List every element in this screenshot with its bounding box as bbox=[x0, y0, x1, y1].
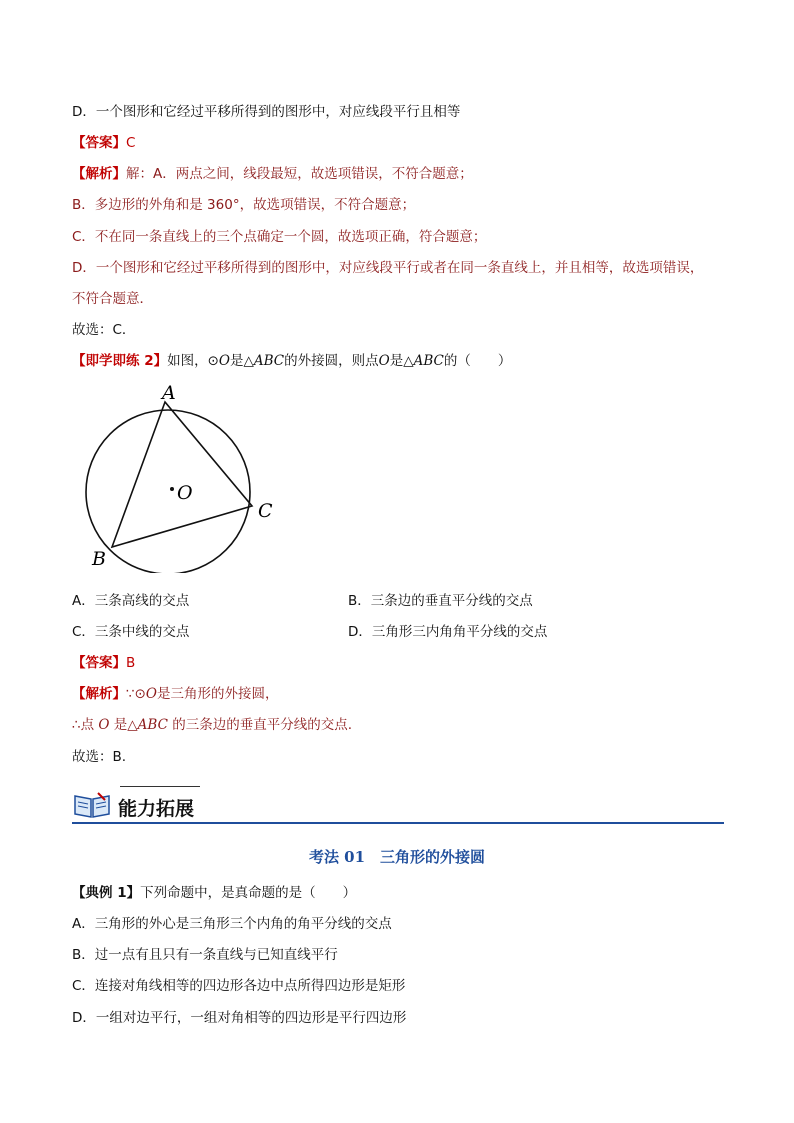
q2-stem bbox=[72, 352, 511, 370]
analysis-text: ∵⊙ bbox=[126, 686, 146, 702]
analysis-text: 是△ bbox=[109, 717, 138, 733]
vertex-label-c: C bbox=[258, 500, 273, 522]
q1-analysis-line-4: D．一个图形和它经过平移所得到的图形中，对应线段平行或者在同一条直线上，并且相等，故选项错误， bbox=[72, 260, 704, 276]
stem-text: 是△ bbox=[229, 353, 254, 369]
analysis-var-o: O bbox=[98, 717, 110, 733]
q1-choice: 故选：C． bbox=[72, 322, 136, 338]
answer-value: C bbox=[126, 135, 136, 151]
q1-analysis-line-5: 不符合题意． bbox=[72, 291, 153, 307]
circumcircle-figure bbox=[82, 378, 282, 573]
analysis-var-abc: ABC bbox=[137, 717, 168, 733]
center-label-o: O bbox=[177, 482, 193, 504]
section-banner bbox=[72, 786, 724, 824]
example-tag: 【典例 1】 bbox=[72, 885, 141, 901]
q2-option-b: B．三条边的垂直平分线的交点 bbox=[348, 593, 533, 609]
center-point bbox=[170, 487, 174, 491]
q1-analysis-line-3: C．不在同一条直线上的三个点确定一个圆，故选项正确，符合题意； bbox=[72, 229, 487, 245]
q2-option-d: D．三角形三内角角平分线的交点 bbox=[348, 624, 548, 640]
banner-top-line bbox=[120, 786, 200, 787]
q2-option-c: C．三条中线的交点 bbox=[72, 624, 190, 640]
example1-option-a: A．三角形的外心是三角形三个内角的角平分线的交点 bbox=[72, 916, 392, 932]
practice-tag: 【即学即练 2】 bbox=[72, 353, 168, 369]
analysis-tag: 【解析】 bbox=[72, 166, 126, 182]
triangle-abc bbox=[112, 402, 252, 547]
answer-tag: 【答案】 bbox=[72, 655, 126, 671]
q1-analysis-line-1 bbox=[72, 165, 473, 183]
q1-analysis-line-2: B．多边形的外角和是 360°，故选项错误，不符合题意； bbox=[72, 197, 416, 213]
example1-option-c: C．连接对角线相等的四边形各边中点所得四边形是矩形 bbox=[72, 978, 406, 994]
analysis-text: 的三条边的垂直平分线的交点. bbox=[167, 717, 352, 733]
stem-text: 的外接圆，则点 bbox=[284, 353, 379, 369]
answer-tag: 【答案】 bbox=[72, 135, 126, 151]
section-title: 能力拓展 bbox=[118, 798, 195, 820]
answer-value: B bbox=[126, 655, 136, 671]
stem-var-o: O bbox=[218, 353, 230, 369]
circle-triangle-diagram bbox=[82, 378, 282, 573]
example-stem-text: 下列命题中，是真命题的是（ ） bbox=[140, 885, 357, 901]
analysis-text: 解：A．两点之间，线段最短，故选项错误，不符合题意； bbox=[126, 166, 473, 182]
analysis-var-o: O bbox=[145, 686, 157, 702]
q2-answer bbox=[72, 654, 135, 672]
stem-text: 如图，⊙ bbox=[167, 353, 219, 369]
banner-rule bbox=[72, 822, 724, 824]
analysis-text: ∴点 bbox=[72, 717, 99, 733]
section-subtitle: 考法 01 三角形的外接圆 bbox=[308, 848, 486, 866]
stem-text: 是△ bbox=[389, 353, 414, 369]
q2-choice: 故选：B. bbox=[72, 749, 127, 765]
q1-answer bbox=[72, 134, 135, 152]
circle-o bbox=[86, 410, 250, 573]
stem-var-abc: ABC bbox=[253, 353, 285, 369]
vertex-label-b: B bbox=[92, 548, 106, 570]
vertex-label-a: A bbox=[162, 382, 176, 404]
q2-analysis-line-1 bbox=[72, 685, 278, 703]
stem-text: 的（ ） bbox=[443, 353, 512, 369]
open-book-icon bbox=[72, 790, 112, 820]
example1-option-b: B．过一点有且只有一条直线与已知直线平行 bbox=[72, 947, 338, 963]
q2-option-a: A．三条高线的交点 bbox=[72, 593, 190, 609]
q2-analysis-line-2 bbox=[72, 716, 352, 734]
example1-stem bbox=[72, 884, 356, 902]
example1-option-d: D．一组对边平行，一组对角相等的四边形是平行四边形 bbox=[72, 1010, 407, 1026]
analysis-text: 是三角形的外接圆， bbox=[156, 686, 279, 702]
q1-option-d: D．一个图形和它经过平移所得到的图形中，对应线段平行且相等 bbox=[72, 104, 461, 120]
analysis-tag: 【解析】 bbox=[72, 686, 126, 702]
stem-var-o: O bbox=[378, 353, 390, 369]
stem-var-abc: ABC bbox=[413, 353, 444, 369]
